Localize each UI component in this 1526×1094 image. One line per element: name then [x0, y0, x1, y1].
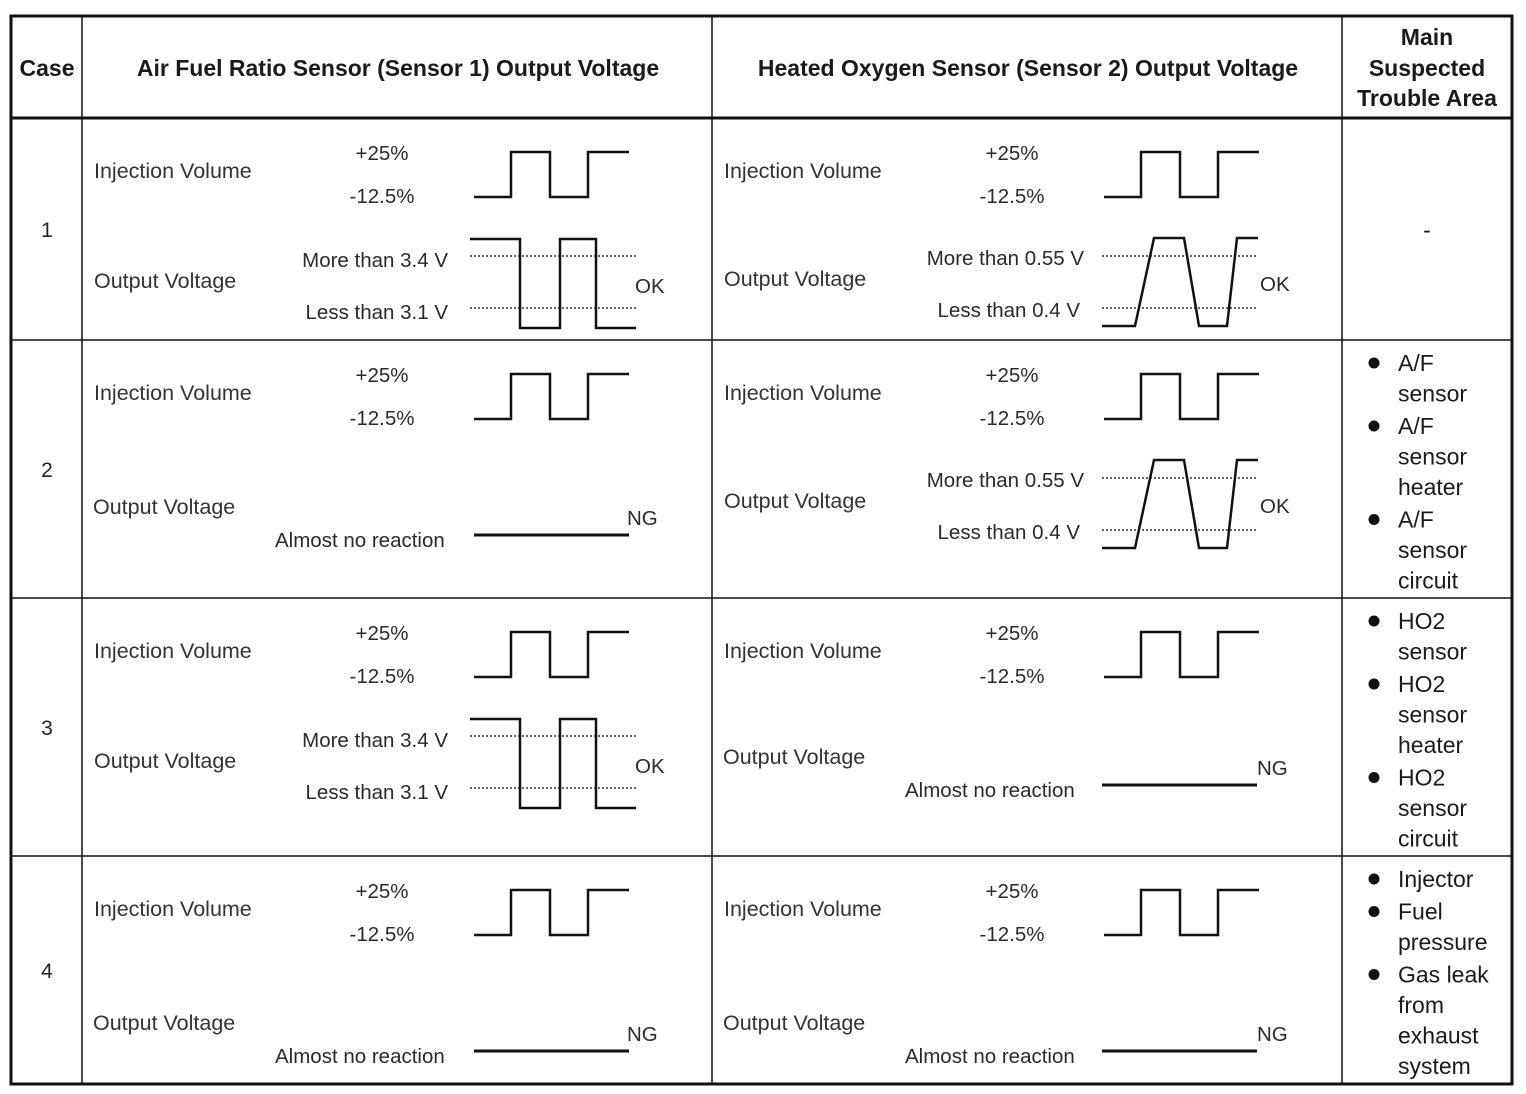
trouble-item [1369, 350, 1468, 407]
ho2-output-wave [1102, 460, 1258, 548]
injection-volume-label: Injection Volume [724, 639, 882, 663]
bullet-icon [1369, 514, 1380, 525]
injection-plus-label: +25% [355, 622, 409, 645]
trouble-item-text: sensor [1398, 701, 1468, 728]
injection-square-wave [1104, 152, 1259, 197]
trouble-item [1369, 608, 1468, 665]
table-row [41, 866, 1489, 1079]
output-voltage-label: Output Voltage [93, 1011, 236, 1035]
result-ok: OK [635, 275, 665, 298]
output-voltage-label: Output Voltage [94, 269, 237, 293]
af-sensor-cell [93, 880, 658, 1068]
injection-minus-label: -12.5% [349, 665, 415, 688]
trouble-area-cell [1369, 608, 1468, 852]
trouble-item-text: exhaust [1398, 1022, 1479, 1049]
injection-square-wave [474, 890, 629, 935]
table-row [41, 142, 1431, 328]
bullet-icon [1369, 421, 1380, 432]
injection-plus-label: +25% [355, 364, 409, 387]
output-voltage-label: Output Voltage [93, 495, 236, 519]
header-case: Case [19, 55, 75, 81]
no-reaction-label: Almost no reaction [275, 1045, 445, 1068]
trouble-area-cell [1369, 866, 1490, 1079]
injection-volume-label: Injection Volume [94, 381, 252, 405]
trouble-item-text: from [1398, 992, 1444, 1018]
trouble-item [1369, 962, 1490, 1080]
af-sensor-cell [94, 622, 665, 808]
injection-plus-label: +25% [355, 880, 409, 903]
injection-volume-label: Injection Volume [94, 639, 252, 663]
ho2-sensor-cell [723, 622, 1288, 802]
injection-plus-label: +25% [985, 142, 1039, 165]
af-high-threshold-label: More than 3.4 V [302, 729, 448, 752]
injection-plus-label: +25% [355, 142, 409, 165]
case-number: 3 [41, 717, 53, 740]
no-reaction-label: Almost no reaction [905, 1045, 1075, 1068]
af-high-threshold-label: More than 3.4 V [302, 249, 448, 272]
injection-minus-label: -12.5% [349, 923, 415, 946]
result-ok: OK [1260, 495, 1290, 518]
injection-volume-label: Injection Volume [724, 897, 882, 921]
output-voltage-label: Output Voltage [724, 489, 867, 513]
trouble-item [1369, 507, 1468, 594]
table-row [41, 350, 1467, 594]
output-voltage-label: Output Voltage [724, 267, 867, 291]
ho2-output-wave [1102, 238, 1258, 326]
trouble-item-text: pressure [1398, 929, 1488, 955]
trouble-item-text: Injector [1398, 866, 1474, 892]
trouble-item-text: heater [1398, 732, 1464, 758]
af-low-threshold-label: Less than 3.1 V [305, 301, 448, 324]
table-body [41, 142, 1489, 1079]
trouble-item [1369, 671, 1468, 758]
injection-minus-label: -12.5% [349, 407, 415, 430]
output-voltage-label: Output Voltage [94, 749, 237, 773]
ho2-low-threshold-label: Less than 0.4 V [937, 521, 1080, 544]
result-ok: OK [1260, 273, 1290, 296]
result-ng: NG [627, 507, 658, 530]
af-output-wave [470, 239, 636, 328]
injection-volume-label: Injection Volume [94, 897, 252, 921]
injection-plus-label: +25% [985, 364, 1039, 387]
af-low-threshold-label: Less than 3.1 V [305, 781, 448, 804]
bullet-icon [1369, 679, 1380, 690]
trouble-area-cell [1423, 217, 1431, 243]
af-output-wave [470, 719, 636, 808]
header-sensor1: Air Fuel Ratio Sensor (Sensor 1) Output Voltage [136, 55, 660, 81]
header-sensor2: Heated Oxygen Sensor (Sensor 2) Output Voltage [757, 55, 1299, 81]
trouble-item-text: circuit [1398, 825, 1459, 852]
header-trouble-line2: Suspected [1368, 55, 1486, 81]
injection-volume-label: Injection Volume [724, 381, 882, 405]
af-sensor-cell [94, 142, 665, 328]
result-ok: OK [635, 755, 665, 778]
trouble-item-text: sensor [1398, 380, 1468, 407]
injection-plus-label: +25% [985, 622, 1039, 645]
bullet-icon [1369, 358, 1380, 369]
injection-minus-label: -12.5% [979, 185, 1045, 208]
trouble-item-text: A/F [1398, 413, 1434, 439]
af-sensor-cell [93, 364, 658, 552]
trouble-item-text: HO2 [1398, 671, 1446, 697]
injection-square-wave [1104, 890, 1259, 935]
ho2-low-threshold-label: Less than 0.4 V [937, 299, 1080, 322]
trouble-item-text: A/F [1398, 350, 1434, 376]
trouble-item [1369, 413, 1468, 500]
trouble-item-text: sensor [1398, 443, 1468, 470]
injection-minus-label: -12.5% [979, 923, 1045, 946]
bullet-icon [1369, 969, 1380, 980]
output-voltage-label: Output Voltage [723, 1011, 866, 1035]
injection-plus-label: +25% [985, 880, 1039, 903]
table-row [41, 608, 1467, 852]
ho2-high-threshold-label: More than 0.55 V [926, 247, 1084, 270]
trouble-item-text: heater [1398, 474, 1464, 500]
bullet-icon [1369, 906, 1380, 917]
case-number: 4 [41, 960, 53, 983]
trouble-none: - [1423, 217, 1431, 243]
result-ng: NG [627, 1023, 658, 1046]
bullet-icon [1369, 772, 1380, 783]
case-number: 1 [41, 219, 53, 242]
ho2-sensor-cell [724, 364, 1290, 548]
trouble-item-text: HO2 [1398, 608, 1446, 634]
injection-square-wave [1104, 374, 1259, 419]
injection-square-wave [1104, 632, 1259, 677]
ho2-sensor-cell [724, 142, 1290, 326]
trouble-item [1369, 866, 1474, 892]
header-trouble-line1: Main [1400, 24, 1454, 50]
trouble-item-text: sensor [1398, 537, 1468, 563]
trouble-item-text: circuit [1398, 567, 1459, 594]
ho2-high-threshold-label: More than 0.55 V [926, 469, 1084, 492]
trouble-item-text: sensor [1398, 795, 1468, 821]
ho2-sensor-cell [723, 880, 1288, 1068]
trouble-item-text: Gas leak [1398, 961, 1489, 988]
trouble-item-text: A/F [1398, 506, 1434, 533]
injection-minus-label: -12.5% [979, 407, 1045, 430]
no-reaction-label: Almost no reaction [905, 779, 1075, 802]
result-ng: NG [1257, 757, 1288, 780]
injection-square-wave [474, 152, 629, 197]
case-number: 2 [41, 459, 53, 482]
header-trouble-line3: Trouble Area [1357, 85, 1497, 111]
injection-square-wave [474, 374, 629, 419]
trouble-item [1369, 899, 1488, 956]
injection-square-wave [474, 632, 629, 677]
trouble-item [1369, 765, 1468, 852]
injection-minus-label: -12.5% [979, 665, 1045, 688]
trouble-area-cell [1369, 350, 1468, 594]
trouble-item-text: Fuel [1398, 898, 1443, 925]
trouble-item-text: system [1398, 1053, 1471, 1079]
bullet-icon [1369, 874, 1380, 885]
trouble-item-text: HO2 [1398, 764, 1446, 791]
trouble-item-text: sensor [1398, 638, 1468, 665]
injection-volume-label: Injection Volume [94, 159, 252, 183]
injection-volume-label: Injection Volume [724, 159, 882, 183]
output-voltage-label: Output Voltage [723, 745, 866, 769]
bullet-icon [1369, 616, 1380, 627]
injection-minus-label: -12.5% [349, 185, 415, 208]
result-ng: NG [1257, 1023, 1288, 1046]
no-reaction-label: Almost no reaction [275, 529, 445, 552]
